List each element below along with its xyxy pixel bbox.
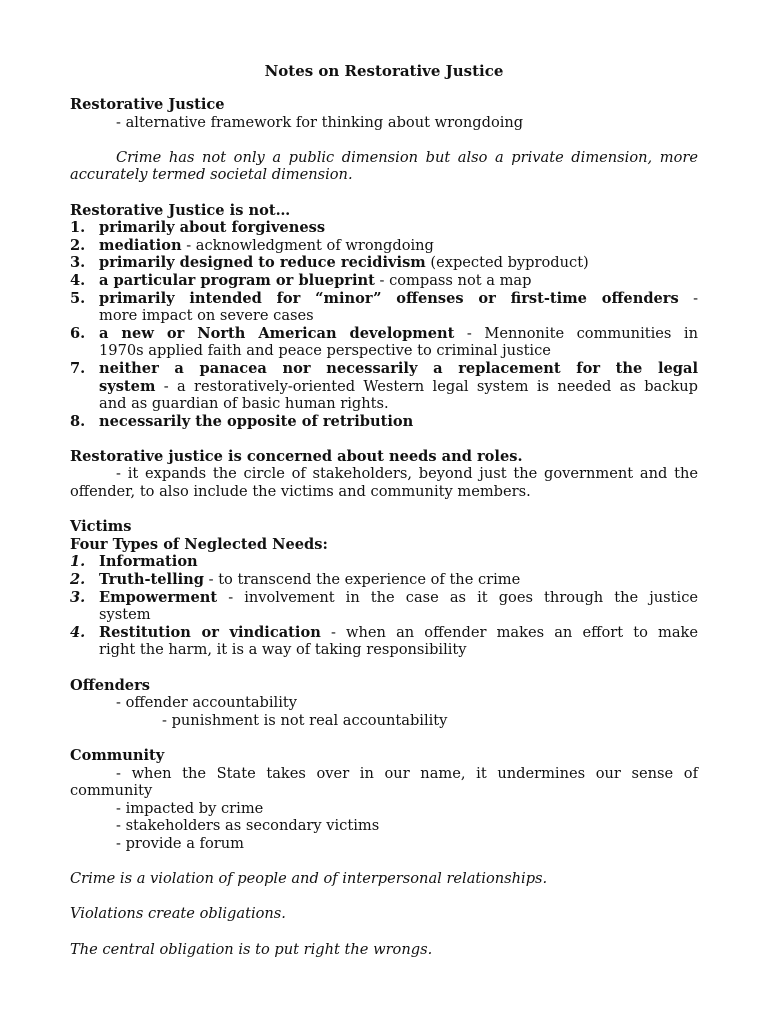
item-bold-text: primarily intended for “minor” offenses or first-time offenders — [99, 289, 679, 307]
item-number: 4. — [70, 623, 86, 641]
concerned-line-1: - it expands the circle of stakeholders, beyond just the government and the — [116, 465, 698, 483]
community-line-1: - when the State takes over in our name, it undermines our sense of — [116, 764, 698, 782]
item-bold-text: primarily about forgiveness — [99, 219, 326, 237]
is-not-item-7-line-2 — [70, 378, 698, 396]
item-bold-text: necessarily the opposite of retribution — [99, 412, 414, 430]
community-bullet: - stakeholders as secondary victims — [116, 817, 380, 835]
document-page — [70, 60, 698, 958]
item-number: 7. — [70, 359, 86, 377]
is-not-item-7 — [70, 360, 698, 378]
is-not-item-5-continuation: more impact on severe cases — [99, 307, 314, 325]
item-text: - to transcend the experience of the crime — [203, 571, 521, 589]
intro-quote-line-1: Crime has not only a public dimension but also a private dimension, more — [116, 148, 698, 166]
item-number: 2. — [70, 236, 86, 254]
is-not-item-8 — [70, 413, 698, 431]
is-not-item-1 — [70, 219, 698, 237]
item-number: 3. — [70, 254, 86, 272]
is-not-item-2 — [70, 237, 698, 255]
victims-need-3-continuation: system — [99, 606, 151, 624]
item-text: - compass not a map — [374, 271, 532, 289]
is-not-item-5 — [70, 290, 698, 308]
item-number: 4. — [70, 271, 86, 289]
is-not-item-7-continuation: and as guardian of basic human rights. — [99, 395, 389, 413]
item-bold-text: Restitution or vindication — [99, 623, 321, 641]
item-text: (expected byproduct) — [425, 254, 589, 272]
offenders-line-1: - offender accountability — [116, 694, 298, 712]
is-not-item-6-continuation: 1970s applied faith and peace perspective to criminal justice — [99, 342, 551, 360]
offenders-line-2: - punishment is not real accountability — [162, 711, 448, 729]
community-line-2: community — [70, 782, 153, 800]
victims-subheading: Four Types of Neglected Needs: — [70, 535, 328, 553]
item-text: - involvement in the case as it goes through the justice — [217, 588, 698, 606]
concerned-line-2: offender, to also include the victims and community members. — [70, 483, 531, 501]
victims-heading: Victims — [70, 518, 132, 536]
item-number: 3. — [70, 588, 86, 606]
item-number: 6. — [70, 324, 86, 342]
is-not-heading: Restorative Justice is not… — [70, 201, 291, 219]
closing-statement-3: The central obligation is to put right the wrongs. — [70, 940, 433, 958]
item-bold-text: neither a panacea nor necessarily a replacement for the legal — [99, 359, 698, 377]
victims-need-4-continuation: right the harm, it is a way of taking responsibility — [99, 641, 467, 659]
victims-need-3 — [70, 589, 698, 607]
community-bullet: - provide a forum — [116, 834, 244, 852]
victims-need-1 — [70, 553, 698, 571]
victims-need-2 — [70, 571, 698, 589]
item-number: 1. — [70, 553, 86, 571]
item-text: - a restoratively-oriented Western legal system is needed as backup — [155, 377, 698, 395]
item-bold-text: a new or North American development — [99, 324, 455, 342]
is-not-item-3 — [70, 254, 698, 272]
item-text: - acknowledgment of wrongdoing — [181, 236, 434, 254]
is-not-item-4 — [70, 272, 698, 290]
offenders-heading: Offenders — [70, 676, 150, 694]
intro-definition: - alternative framework for thinking about wrongdoing — [116, 113, 524, 131]
victims-need-4 — [70, 624, 698, 642]
item-text: - when an offender makes an effort to make — [320, 623, 698, 641]
concerned-heading: Restorative justice is concerned about needs and roles. — [70, 447, 523, 465]
item-number: 5. — [70, 289, 86, 307]
community-bullet: - impacted by crime — [116, 799, 264, 817]
item-text: - Mennonite communities in — [454, 324, 698, 342]
item-number: 1. — [70, 219, 86, 237]
item-bold-text: Truth-telling — [99, 571, 204, 589]
page-title: Notes on Restorative Justice — [264, 62, 504, 80]
intro-quote-line-2: accurately termed societal dimension. — [70, 166, 353, 184]
is-not-item-6 — [70, 325, 698, 343]
item-bold-text: mediation — [99, 236, 182, 254]
closing-statement-1: Crime is a violation of people and of interpersonal relationships. — [70, 870, 548, 888]
item-bold-text: Information — [99, 553, 198, 571]
item-number: 2. — [70, 571, 86, 589]
closing-statement-2: Violations create obligations. — [70, 905, 286, 923]
item-bold-text: Empowerment — [99, 588, 218, 606]
intro-heading: Restorative Justice — [70, 96, 225, 113]
community-heading: Community — [70, 746, 165, 764]
item-text: - — [678, 289, 698, 307]
item-bold-text: primarily designed to reduce recidivism — [99, 254, 426, 272]
item-bold-text: system — [99, 377, 156, 395]
item-number: 8. — [70, 412, 86, 430]
item-bold-text: a particular program or blueprint — [99, 271, 375, 289]
